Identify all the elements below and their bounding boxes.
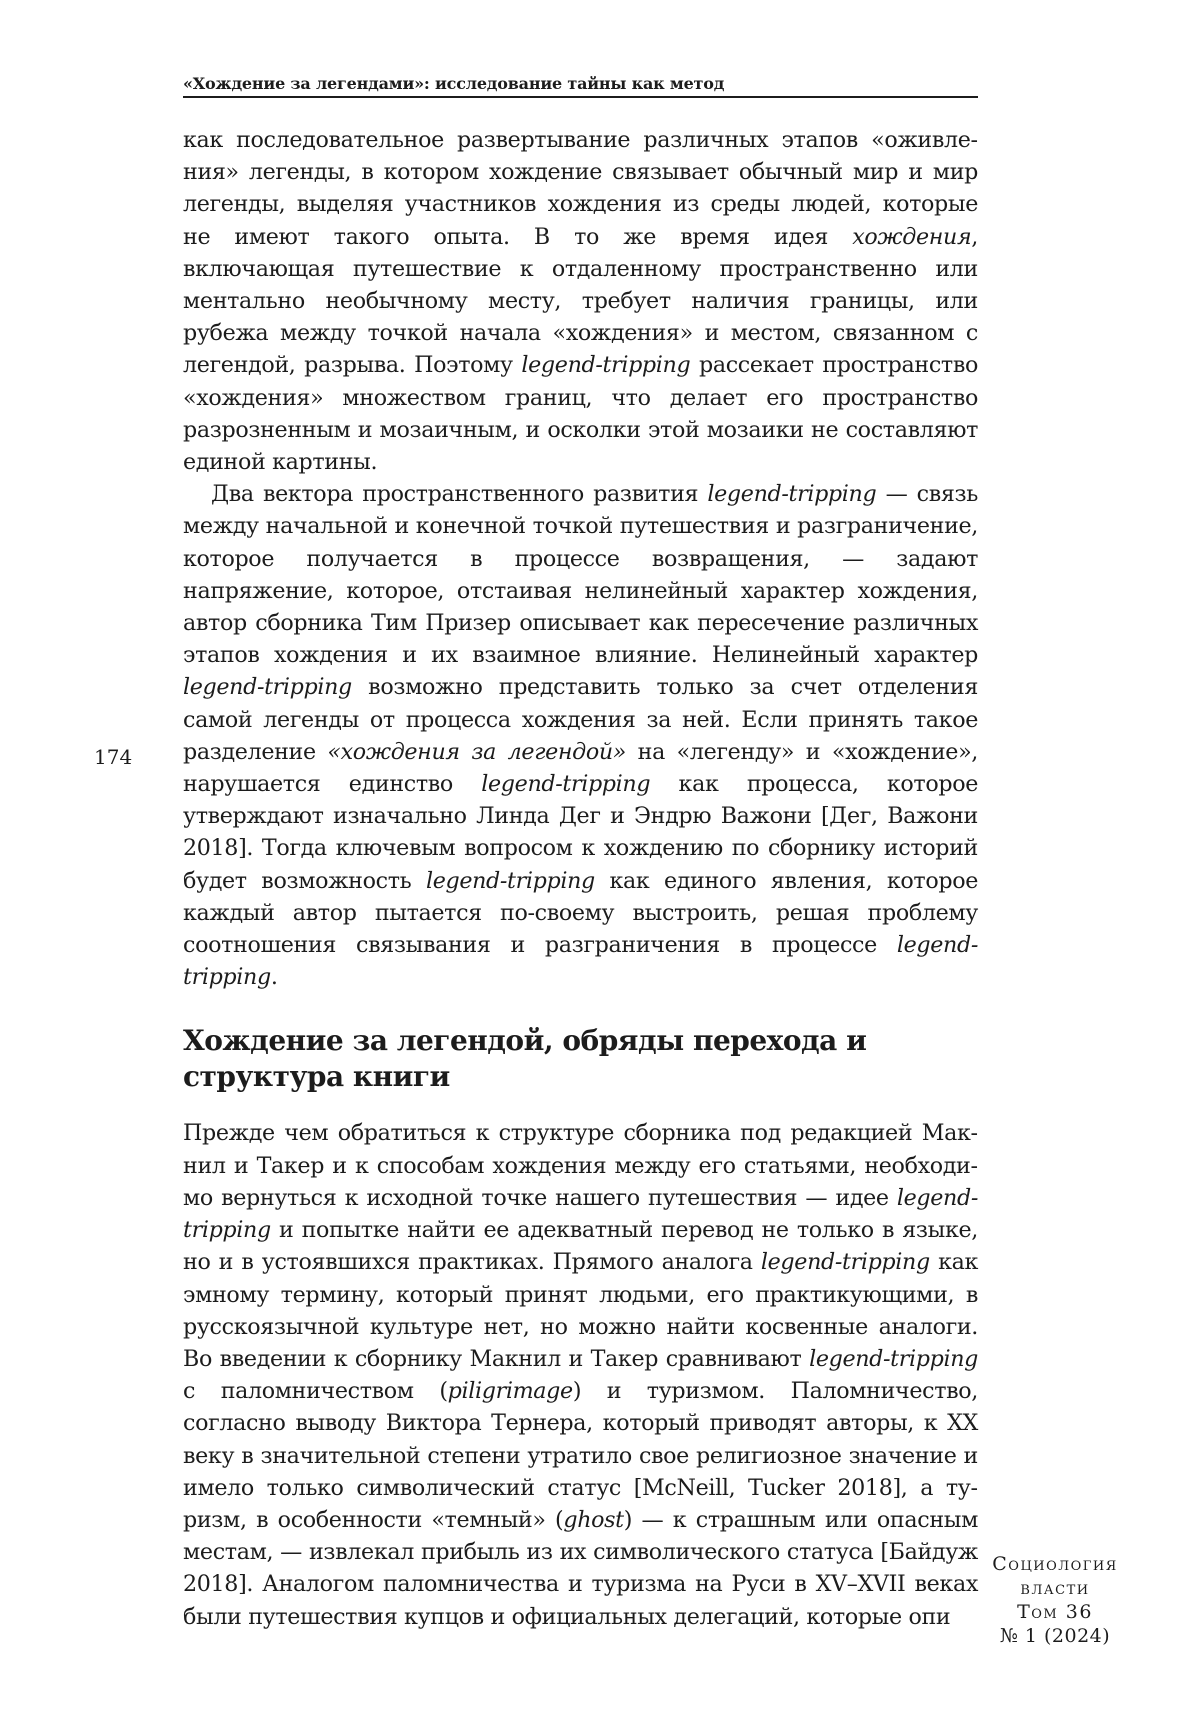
italic-term: legend-tripping [760,1249,930,1276]
italic-term: «хождения за легендой» [327,738,627,765]
text-run: как последовательное развертывание различных этапов «оживления» легенды, в котором хождение связывает обычный мир и мир легенды, выделяя участников хождения из среды людей, которые не имеют такого опыта. В то же время идея [183,127,978,250]
paragraph-2 [183,478,978,993]
text-run: как единого явления, которое каждый автор пытается по-своему выстроить, решая проблему соотношения связывания и разграничения в процессе [183,867,978,959]
journal-name-line1: Социология [992,1553,1118,1575]
italic-term: legend-tripping [521,352,691,379]
journal-issue: № 1 (2024) [999,1625,1111,1647]
text-run: возможно представить только за счет отделения самой легенды от процесса хождения за ней. Если принять такое разделение [183,674,978,765]
text-run: рассекает пространство «хождения» множеством границ, что делает его пространство разрозненным и мозаичным, и осколки этой мозаики не составляют единой картины. [183,352,978,476]
article-body [183,124,978,1633]
italic-term: legend-tripping [425,867,595,894]
text-run: как эмному термину, который принят людьми, его практикующими, в русскоязычной культуре нет, но можно найти косвенные аналоги. Во введении к сборнику Макнил и Такер сравнивают [183,1249,978,1372]
section-heading: Хождение за легендой, обряды перехода и структура книги [183,1024,867,1094]
text-run: ) и туризмом. Паломничество, согласно выводу Виктора Тернера, который приводят авторы, к XX веку в значительной степени утратило свое религиозное значение и имело только символический статус [McNeill, Tucker 2018], а туризм, в особенности «темный» ( [183,1378,978,1533]
text-run: и попытке найти ее адекватный перевод не только в языке, но и в устоявшихся практиках. Прямого аналога [183,1217,978,1276]
italic-term: legend-tripping [183,1184,978,1244]
text-run: ) — к страшным или опасным местам, — извлекал прибыль из их символического статуса [Байдуж 2018]. Аналогом паломничества и туризма на Руси в XV–XVII веках были путешествия купцов и официальных делегаций, которые опи [183,1506,978,1630]
running-head: «Хождение за легендами»: исследование тайны как метод [183,74,978,98]
journal-name-line2: власти [1020,1577,1090,1599]
text-run: — связь между начальной и конечной точкой путешествия и разграничение, которое получается в процессе возвращения, — задают напряжение, которое, отстаивая нелинейный характер хождения, автор сборника Тим Призер описывает как пересечение различных этапов хождения и их взаимное влияние. Нелинейный характер [183,481,978,669]
italic-term: legend-tripping [809,1345,978,1372]
text-run: с паломничеством ( [183,1378,448,1405]
text-run: Прежде чем обратиться к структуре сборника под редакцией Макнил и Такер и к способам хождения между его статьями, необходимо вернуться к исходной точке нашего путешествия — идее [183,1120,978,1211]
paragraph-3 [183,1117,978,1632]
italic-term: legend-tripping [707,481,877,508]
page-number: 174 [94,745,133,769]
text-run: , включающая путешествие к отдаленному пространственно или ментально необычному месту, требует наличия границы, или рубежа между точкой начала «хождения» и местом, связанном с легендой, разрыва. Поэтому [183,223,978,379]
journal-info [980,1552,1130,1648]
italic-term: legend-tripping [183,674,352,701]
italic-term: legend-tripping [481,771,651,798]
text-run: на «легенду» и «хождение», нарушается единство [183,738,978,798]
italic-term: piligrimage [447,1378,573,1405]
text-run: Два вектора пространственного развития [211,481,708,508]
text-run: . [270,964,278,991]
journal-volume: Том 36 [1017,1601,1093,1623]
italic-term: legend-tripping [183,932,978,991]
italic-term: хождения [852,223,972,250]
paragraph-1 [183,124,978,478]
italic-term: ghost [563,1506,624,1533]
text-run: как процесса, которое утверждают изначально Линда Дег и Эндрю Важони [Дег, Важони 2018]. Тогда ключевым вопросом к хождению по сборнику историй будет возможность [183,771,978,894]
